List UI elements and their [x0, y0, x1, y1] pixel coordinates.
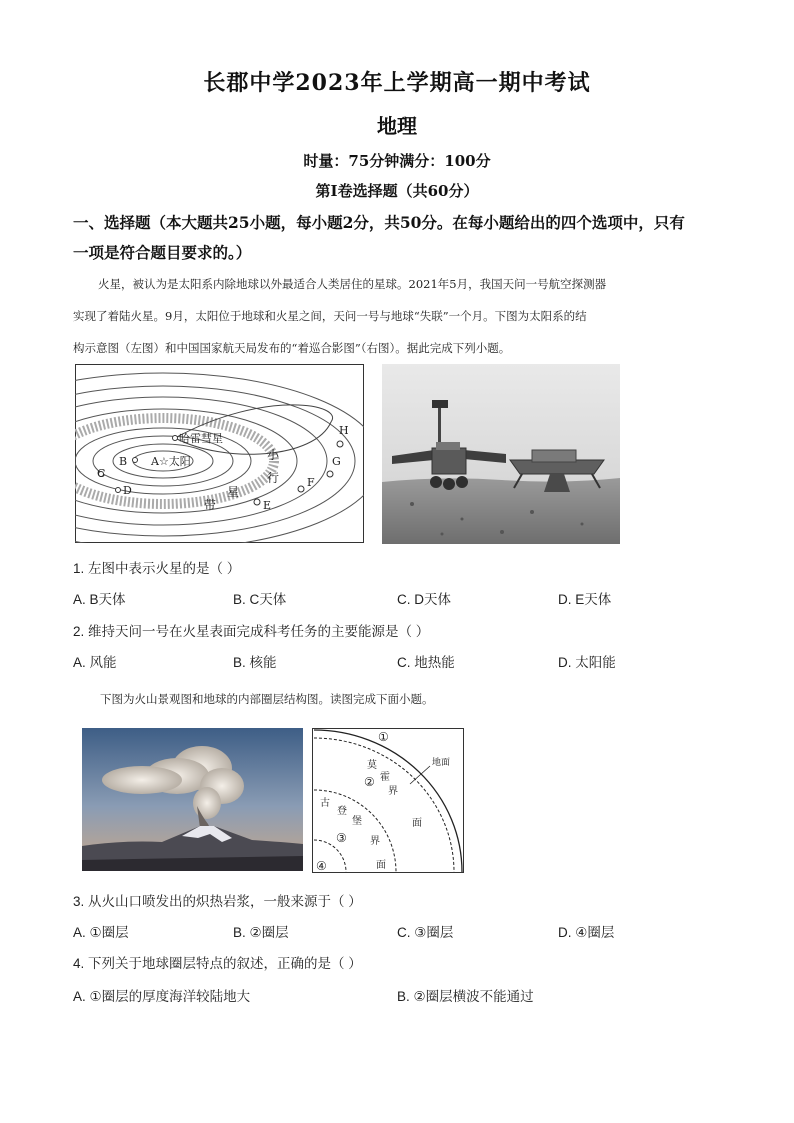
subject-title: 地理: [377, 114, 417, 138]
part-title: 第Ⅰ卷选择题（共60分）: [315, 182, 479, 200]
q2-option-a[interactable]: A. 风能: [73, 655, 117, 670]
label-xing: 行: [267, 471, 280, 485]
q2-option-c[interactable]: C. 地热能: [397, 655, 455, 670]
label-moho-4: 面: [412, 818, 422, 829]
label-c: C: [97, 467, 106, 480]
q1-option-a[interactable]: A. B天体: [73, 592, 126, 607]
q2-option-d[interactable]: D. 太阳能: [558, 655, 616, 670]
label-gu-2: 登: [337, 806, 347, 817]
earth-layers-diagram: [312, 728, 464, 873]
label-g: G: [332, 455, 341, 468]
q2-stem: 2. 维持天问一号在火星表面完成科考任务的主要能源是（ ）: [73, 624, 430, 639]
label-f: F: [307, 476, 315, 489]
label-gu-1: 古: [320, 798, 330, 809]
rover-lander-photo: [382, 364, 620, 544]
q4-option-a[interactable]: A. ①圈层的厚度海洋较陆地大: [73, 989, 251, 1004]
q3-option-b[interactable]: B. ②圈层: [233, 925, 289, 940]
label-comet: 哈雷彗星: [179, 432, 223, 445]
q3-option-a[interactable]: A. ①圈层: [73, 925, 129, 940]
q4-stem: 4. 下列关于地球圈层特点的叙述，正确的是（ ）: [73, 956, 362, 971]
label-h: H: [339, 424, 349, 437]
q1-option-b[interactable]: B. C天体: [233, 592, 287, 607]
exam-title: 长郡中学2023年上学期高一期中考试: [203, 70, 591, 96]
q2-option-b[interactable]: B. 核能: [233, 655, 277, 670]
label-layer-3: ③: [336, 831, 347, 845]
passage1-line1: 火星，被认为是太阳系内除地球以外最适合人类居住的星球。2021年5月，我国天问一号航空探测器: [98, 277, 607, 291]
label-gu-5: 面: [376, 860, 386, 871]
passage1-line3: 构示意图（左图）和中国国家航天局发布的“着巡合影图”（右图）。据此完成下列小题。: [73, 341, 511, 355]
time-score: 时量：75分钟满分：100分: [303, 152, 491, 170]
section-heading-line1: 一、选择题（本大题共25小题，每小题2分，共50分。在每小题给出的四个选项中，只有: [73, 213, 685, 232]
label-moho-3: 界: [388, 786, 398, 797]
q1-stem: 1. 左图中表示火星的是（ ）: [73, 561, 241, 576]
q3-option-d[interactable]: D. ④圈层: [558, 925, 615, 940]
q1-option-d[interactable]: D. E天体: [558, 592, 612, 607]
label-e: E: [263, 499, 272, 512]
volcano-photo: [82, 728, 303, 871]
section-heading-line2: 一项是符合题目要求的。）: [73, 243, 252, 262]
label-layer-2: ②: [364, 775, 375, 789]
label-a-sun: A☆太阳: [151, 455, 191, 468]
label-b: B: [119, 455, 128, 468]
label-moho-2: 霍: [380, 772, 390, 783]
q3-stem: 3. 从火山口喷发出的炽热岩浆，一般来源于（ ）: [73, 894, 362, 909]
label-layer-4: ④: [316, 859, 327, 873]
q4-option-b[interactable]: B. ②圈层横波不能通过: [397, 989, 534, 1004]
passage1-line2: 实现了着陆火星。9月，太阳位于地球和火星之间，天问一号与地球“失联”一个月。下图为太阳系的结: [73, 309, 587, 323]
label-xiao: 小: [267, 448, 280, 462]
label-xing2: 星: [227, 485, 240, 499]
label-gu-3: 堡: [352, 816, 362, 827]
q1-option-c[interactable]: C. D天体: [397, 592, 451, 607]
label-ground: 地面: [432, 758, 451, 768]
q3-option-c[interactable]: C. ③圈层: [397, 925, 454, 940]
label-dai: 带: [204, 498, 217, 512]
label-moho-1: 莫: [367, 760, 377, 771]
solar-system-diagram: [75, 364, 364, 543]
passage2-line1: 下图为火山景观图和地球的内部圈层结构图。读图完成下面小题。: [100, 692, 434, 706]
label-gu-4: 界: [370, 836, 380, 847]
label-d: D: [123, 484, 132, 497]
label-layer-1: ①: [378, 730, 389, 744]
